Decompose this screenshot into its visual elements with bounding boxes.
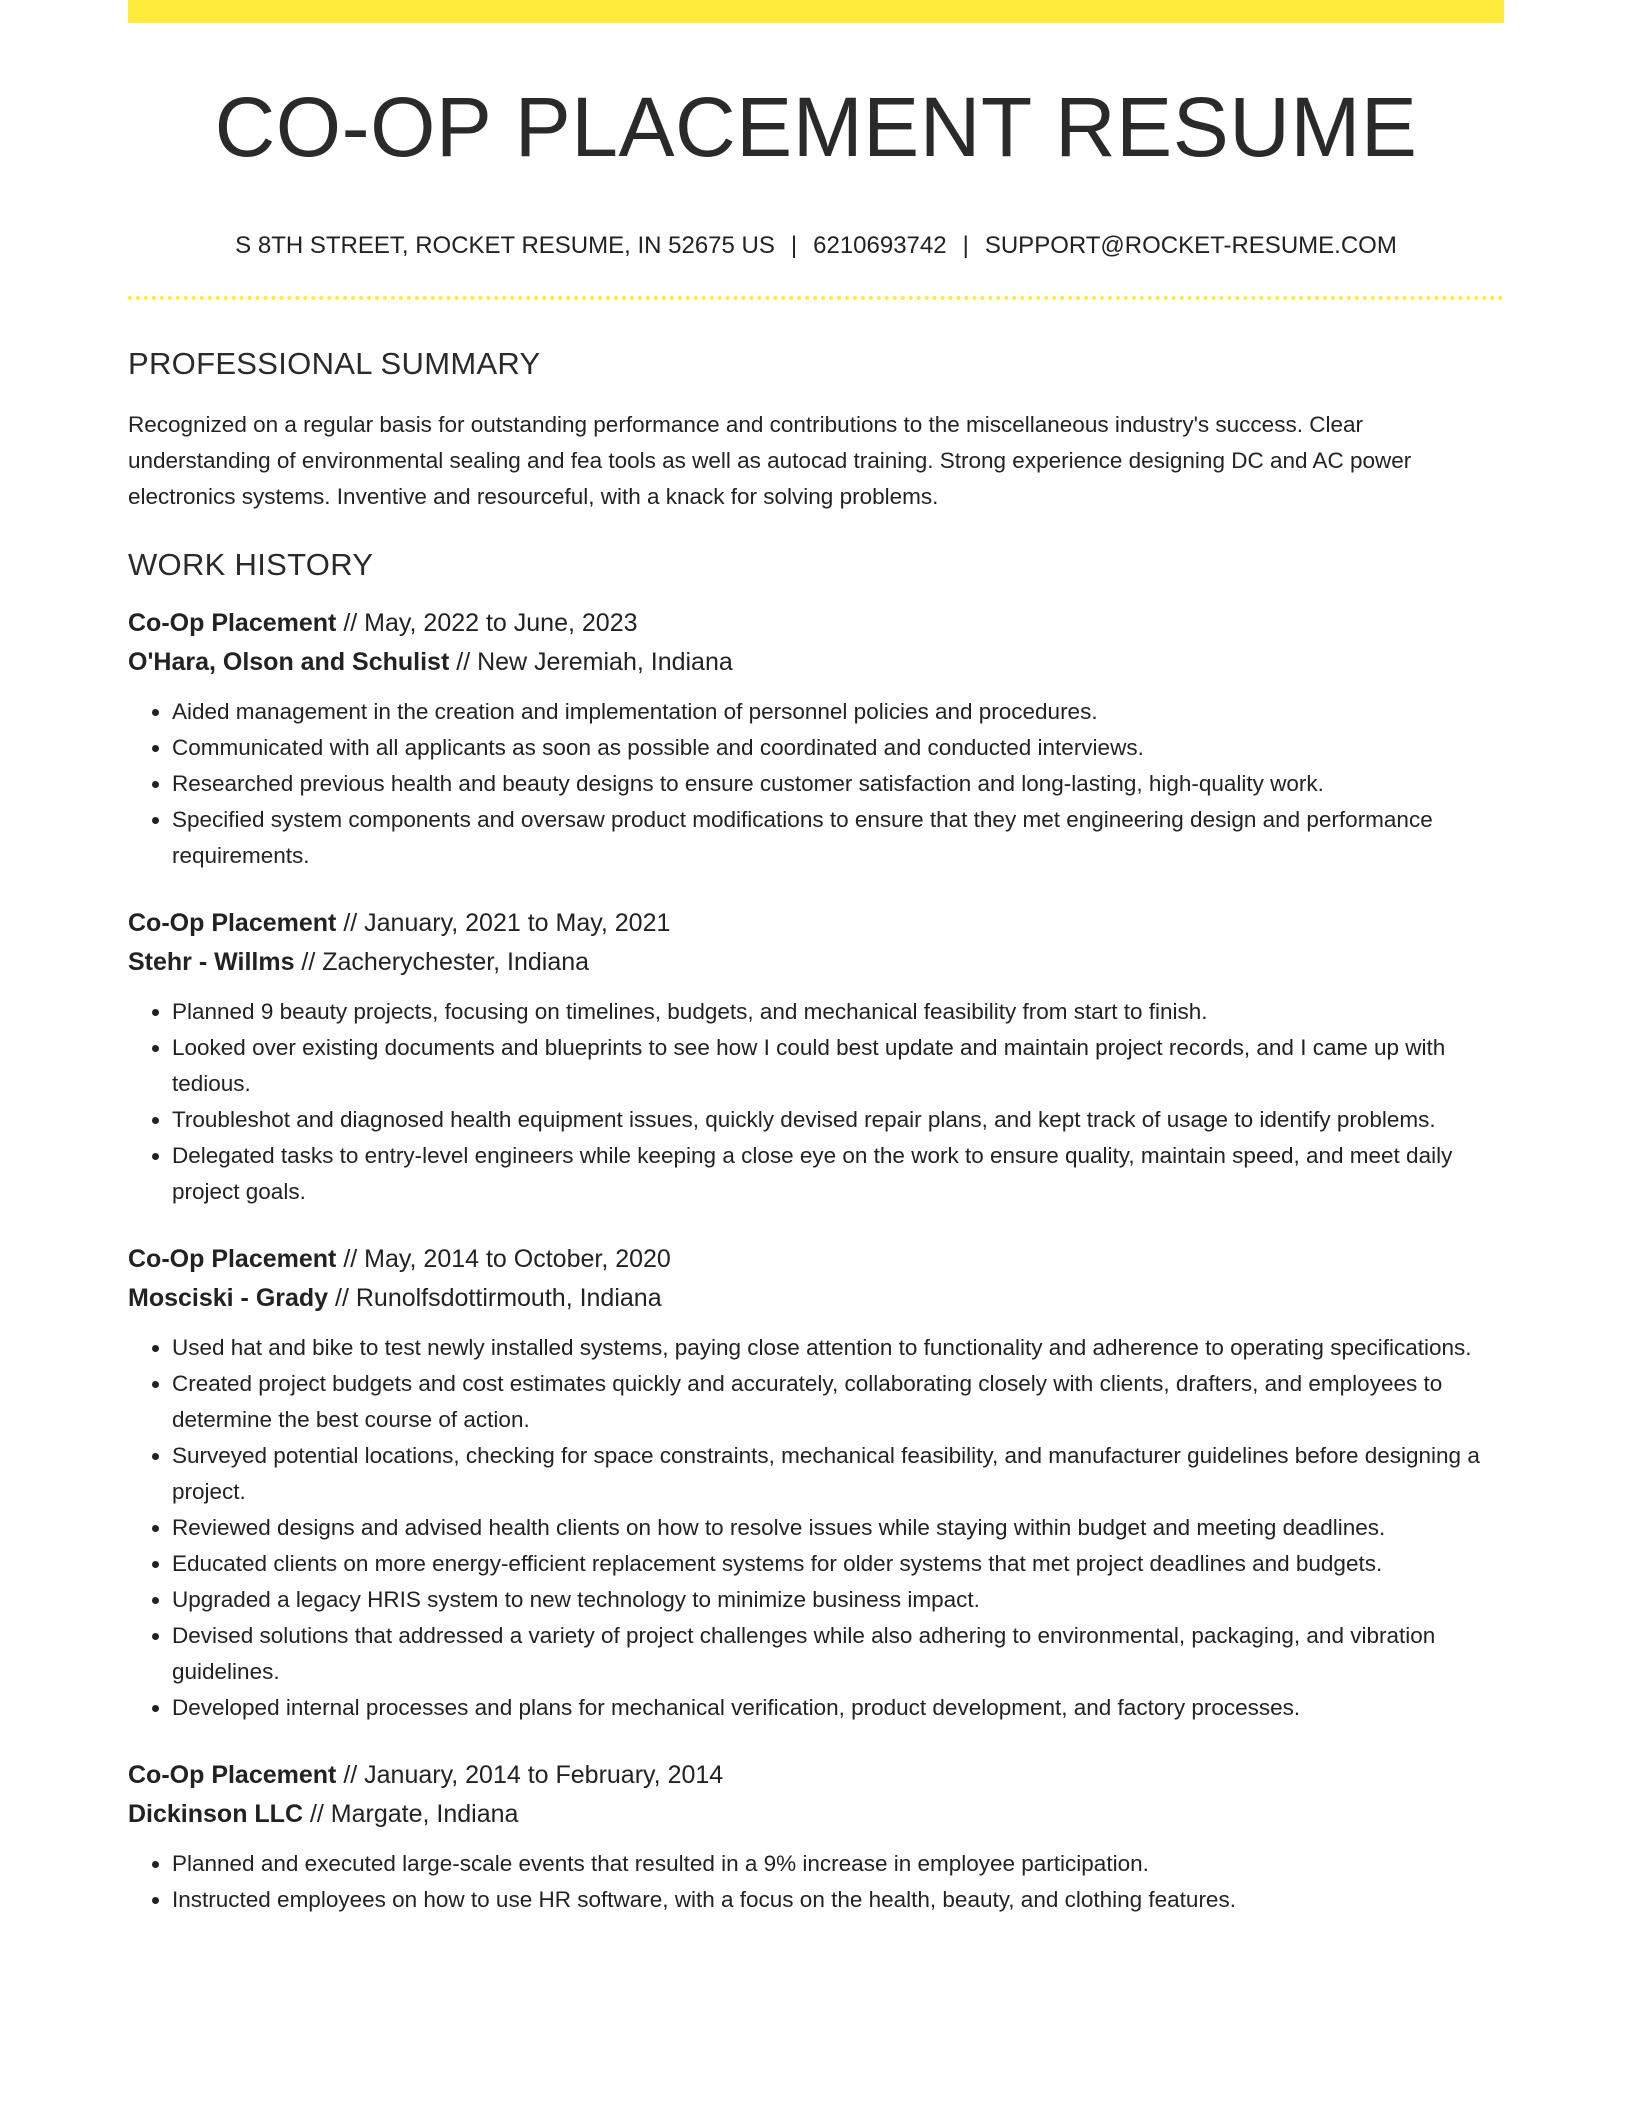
duty-item: • Educated clients on more energy-efficient replacement systems for older systems that met project deadlines and budgets.: [172, 1546, 1504, 1582]
contact-line: [128, 234, 1504, 258]
job-entry: [128, 904, 1504, 1210]
duty-item: • Troubleshot and diagnosed health equipment issues, quickly devised repair plans, and kept track of usage to identify problems.: [172, 1102, 1504, 1138]
duty-item: • Researched previous health and beauty designs to ensure customer satisfaction and long-lasting, high-quality work.: [172, 766, 1504, 802]
job-title-line: [128, 1756, 1504, 1795]
contact-separator: |: [962, 232, 969, 259]
job-title: Co-Op Placement: [128, 909, 337, 937]
job-dates: // May, 2014 to October, 2020: [336, 1245, 671, 1273]
job-title: Co-Op Placement: [128, 1761, 337, 1789]
job-entry: [128, 1240, 1504, 1726]
contact-email: SUPPORT@ROCKET-RESUME.COM: [984, 232, 1397, 259]
duty-item: • Planned and executed large-scale events that resulted in a 9% increase in employee participation.: [172, 1846, 1504, 1882]
contact-phone: 6210693742: [813, 232, 947, 259]
job-company-line: [128, 1795, 1504, 1834]
duty-item: • Planned 9 beauty projects, focusing on timelines, budgets, and mechanical feasibility from start to finish.: [172, 994, 1504, 1030]
duty-list: [128, 694, 1504, 874]
summary-heading: PROFESSIONAL SUMMARY: [128, 346, 541, 381]
duty-item: • Specified system components and oversaw product modifications to ensure that they met engineering design and performance requirements.: [172, 802, 1504, 874]
duty-item: • Looked over existing documents and blueprints to see how I could best update and maintain project records, and I came up with tedious.: [172, 1030, 1504, 1102]
duty-item: • Devised solutions that addressed a variety of project challenges while also adhering to environmental, packaging, and vibration guidelines.: [172, 1618, 1504, 1690]
job-title: Co-Op Placement: [128, 609, 337, 637]
resume-title: CO-OP PLACEMENT RESUME: [214, 80, 1418, 174]
duty-list: [128, 1846, 1504, 1918]
duty-item: • Created project budgets and cost estimates quickly and accurately, collaborating closely with clients, drafters, and employees to determine the best course of action.: [172, 1366, 1504, 1438]
resume-page: [128, 0, 1504, 1918]
duty-item: • Developed internal processes and plans for mechanical verification, product development, and factory processes.: [172, 1690, 1504, 1726]
job-company-line: [128, 943, 1504, 982]
job-entry: [128, 1756, 1504, 1918]
job-company: Stehr - Willms: [128, 948, 295, 976]
contact-separator: |: [790, 232, 798, 259]
duty-item: • Surveyed potential locations, checking for space constraints, mechanical feasibility, and manufacturer guidelines before designing a project.: [172, 1438, 1504, 1510]
job-title-line: [128, 904, 1504, 943]
job-dates: // May, 2022 to June, 2023: [336, 609, 638, 637]
duty-item: • Used hat and bike to test newly installed systems, paying close attention to functionality and adherence to operating specifications.: [172, 1330, 1504, 1366]
duty-item: • Delegated tasks to entry-level engineers while keeping a close eye on the work to ensure quality, maintain speed, and meet daily project goals.: [172, 1138, 1504, 1210]
job-company-line: [128, 1279, 1504, 1318]
duty-item: • Upgraded a legacy HRIS system to new technology to minimize business impact.: [172, 1582, 1504, 1618]
job-company-line: [128, 643, 1504, 682]
job-company: O'Hara, Olson and Schulist: [128, 648, 450, 676]
dotted-divider: [128, 296, 1504, 300]
duty-list: [128, 1330, 1504, 1726]
job-title: Co-Op Placement: [128, 1245, 337, 1273]
accent-bar: [128, 0, 1504, 23]
duty-item: • Aided management in the creation and implementation of personnel policies and procedures.: [172, 694, 1504, 730]
job-entry: [128, 604, 1504, 874]
job-title-line: [128, 1240, 1504, 1279]
job-dates: // January, 2014 to February, 2014: [336, 1761, 724, 1789]
job-dates: // January, 2021 to May, 2021: [336, 909, 671, 937]
work-history-heading: WORK HISTORY: [128, 547, 374, 582]
duty-item: • Communicated with all applicants as soon as possible and coordinated and conducted interviews.: [172, 730, 1504, 766]
job-title-line: [128, 604, 1504, 643]
job-location: // Margate, Indiana: [303, 1800, 519, 1828]
duty-list: [128, 994, 1504, 1210]
duty-item: • Instructed employees on how to use HR software, with a focus on the health, beauty, and clothing features.: [172, 1882, 1504, 1918]
job-location: // New Jeremiah, Indiana: [449, 648, 733, 676]
duty-item: • Reviewed designs and advised health clients on how to resolve issues while staying within budget and meeting deadlines.: [172, 1510, 1504, 1546]
job-location: // Runolfsdottirmouth, Indiana: [328, 1284, 662, 1312]
job-company: Dickinson LLC: [128, 1800, 304, 1828]
contact-address: S 8TH STREET, ROCKET RESUME, IN 52675 US: [235, 232, 775, 259]
job-company: Mosciski - Grady: [128, 1284, 329, 1312]
job-location: // Zacherychester, Indiana: [294, 948, 590, 976]
summary-text: Recognized on a regular basis for outstanding performance and contributions to the miscellaneous industry's success. Clear understanding of environmental sealing and fea tools as well as autocad training. Strong experience designing DC and AC power electronics systems. Inventive and resourceful, with a knack for solving problems.: [128, 412, 1412, 509]
